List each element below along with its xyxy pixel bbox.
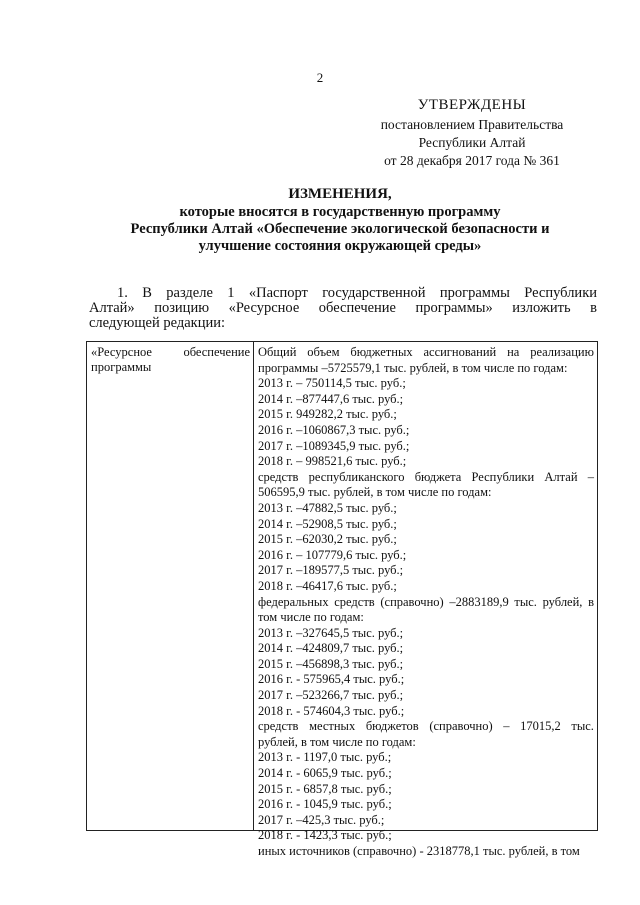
table-left-cell [87, 342, 254, 830]
left-cell-word-resource: «Ресурсное [91, 345, 152, 359]
table-line: 2013 г. –47882,5 тыс. руб.; [258, 500, 397, 515]
table-line [258, 595, 594, 611]
table-line: 2016 г. –1060867,3 тыс. руб.; [258, 422, 410, 437]
table-line: рублей, в том числе по годам: [258, 734, 416, 749]
table-line-word: бюджетных [350, 345, 413, 359]
table-right-cell [254, 342, 597, 860]
table-line-word: (справочно) [429, 719, 493, 734]
intro-paragraph [89, 286, 597, 331]
table-line-word: средств [258, 469, 299, 484]
approval-line-2: Республики Алтай [418, 135, 526, 150]
table-line [258, 719, 594, 735]
table-line: иных источников (справочно) - 2318778,1 тыс. рублей, в том [258, 844, 580, 858]
heading-line-2: Республики Алтай «Обеспечение экологической безопасности и [130, 221, 550, 237]
table-line: 2014 г. –52908,5 тыс. руб.; [258, 516, 397, 531]
table-line-word: тыс. [571, 719, 594, 734]
document-title: ИЗМЕНЕНИЯ, [288, 186, 392, 202]
table-line: 2016 г. – 107779,6 тыс. руб.; [258, 547, 407, 562]
table-line: 2017 г. –189577,5 тыс. руб.; [258, 563, 404, 578]
table-line-word: (справочно) [380, 594, 444, 609]
intro-line-1: 1. В разделе 1 «Паспорт государственной программы Республики [117, 285, 597, 301]
page-number: 2 [316, 70, 324, 85]
table-line-word: тыс. [514, 594, 537, 609]
table-line: том числе по годам: [258, 610, 364, 625]
table-line-word: средств [334, 594, 375, 609]
table-line-word: Общий [258, 345, 297, 359]
table-line-word: на [507, 345, 520, 359]
table-line-word: рублей, [542, 594, 583, 609]
table-line-word: ассигнований [423, 345, 497, 359]
table-line: 2013 г. - 1197,0 тыс. руб.; [258, 750, 392, 765]
table-line: 2017 г. –523266,7 тыс. руб.; [258, 688, 404, 703]
table-line: 2016 г. - 1045,9 тыс. руб.; [258, 797, 392, 812]
table-line: 2018 г. –46417,6 тыс. руб.; [258, 578, 397, 593]
table-line: 2013 г. – 750114,5 тыс. руб.; [258, 376, 406, 391]
intro-line-2: Алтай» позицию «Ресурсное обеспечение программы» изложить в [89, 300, 597, 316]
table-line-word: Республики [471, 469, 535, 484]
intro-line-3: следующей редакции: [89, 315, 226, 331]
table-line: 2018 г. – 998521,6 тыс. руб.; [258, 454, 407, 469]
table-line: 2015 г. - 6857,8 тыс. руб.; [258, 781, 392, 796]
table-line-word: средств [258, 719, 299, 734]
table-line: 2018 г. - 1423,3 тыс. руб.; [258, 828, 392, 843]
document-heading [80, 186, 600, 255]
table-line-word: федеральных [258, 594, 329, 609]
left-cell-word-provision: обеспечение [183, 345, 250, 359]
table-line: 2015 г. 949282,2 тыс. руб.; [258, 407, 397, 422]
table-line: 2015 г. –62030,2 тыс. руб.; [258, 532, 397, 547]
table-line-word: 17015,2 [520, 719, 561, 734]
table-line: 2017 г. –1089345,9 тыс. руб.; [258, 438, 410, 453]
table-line-word: Алтай [544, 469, 578, 484]
heading-line-3: улучшение состояния окружающей среды» [198, 238, 482, 254]
left-cell-line-1 [91, 345, 250, 360]
approval-line-3: от 28 декабря 2017 года № 361 [384, 153, 560, 168]
table-line: 2015 г. –456898,3 тыс. руб.; [258, 656, 404, 671]
approval-line-1: постановлением Правительства [380, 117, 564, 132]
approval-title: УТВЕРЖДЕНЫ [417, 97, 527, 113]
table-line: программы –5725579,1 тыс. рублей, в том числе по годам: [258, 360, 568, 375]
table-line-word: бюджета [414, 469, 462, 484]
table-line-word: республиканского [308, 469, 405, 484]
table-line-word: в [588, 594, 594, 609]
table-line-word: местных [309, 719, 356, 734]
table-line-word: реализацию [530, 345, 594, 359]
heading-line-1: которые вносятся в государственную программу [179, 204, 501, 220]
table-line: 2016 г. - 575965,4 тыс. руб.; [258, 672, 405, 687]
approval-stamp [362, 96, 582, 170]
table-line-word: –2883189,9 [449, 594, 509, 609]
table-line-word: объем [307, 345, 340, 359]
table-line [258, 345, 594, 361]
table-line: 2018 г. - 574604,3 тыс. руб.; [258, 703, 405, 718]
table-line: 2017 г. –425,3 тыс. руб.; [258, 812, 385, 827]
table-line [258, 470, 594, 486]
table-line: 2014 г. - 6065,9 тыс. руб.; [258, 766, 392, 781]
resource-table [86, 341, 598, 858]
table-line: 2014 г. –877447,6 тыс. руб.; [258, 391, 404, 406]
table-line-word: – [587, 469, 594, 484]
table-line-word: – [503, 719, 510, 734]
left-cell-line-2: программы [91, 360, 152, 374]
table-line: 2013 г. –327645,5 тыс. руб.; [258, 625, 404, 640]
table-line-word: бюджетов [365, 719, 419, 734]
table-line: 2014 г. –424809,7 тыс. руб.; [258, 641, 404, 656]
table-line: 506595,9 тыс. рублей, в том числе по годам: [258, 485, 492, 500]
